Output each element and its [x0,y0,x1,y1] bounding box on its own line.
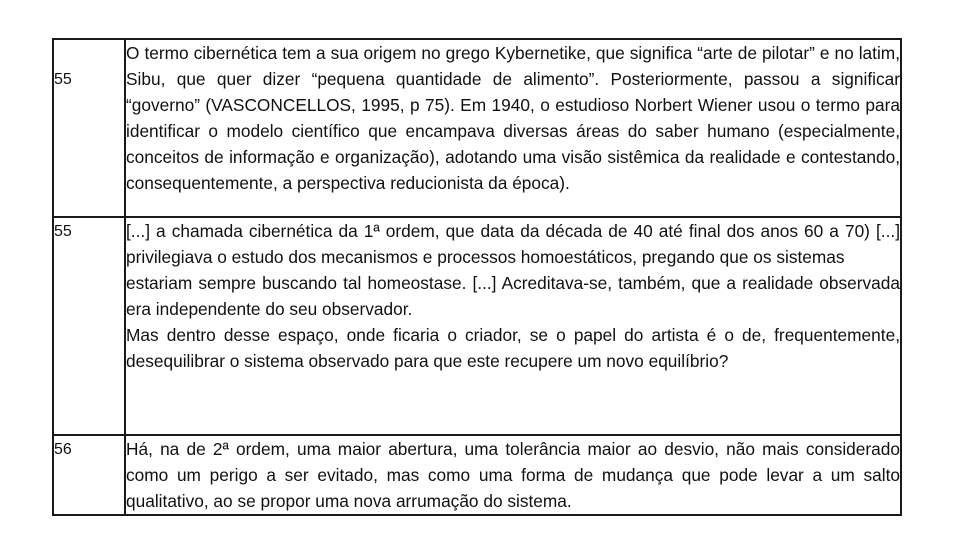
quote-table [52,38,902,516]
quote-paragraph: O termo cibernética tem a sua origem no grego Kybernetike, que significa “arte de pilotar” e no latim, Sibu, que quer dizer “pequena quantidade de alimento”. Posteriormente, passou a significar “governo” (VASCONCELLOS, 1995, p 75). Em 1940, o estudioso Norbert Wiener usou o termo para identificar o modelo científico que encampava diversas áreas do saber humano (especialmente, conceitos de informação e organização), adotando uma visão sistêmica da realidade e contestando, consequentemente, a perspectiva reducionista da época). [126,43,900,193]
table-row [53,435,901,515]
quote-paragraph: [...] a chamada cibernética da 1ª ordem, que data da década de 40 até final dos anos 60 a 70) [...] privilegiava o estudo dos mecanismos e processos homoestáticos, pregando que os sistemas [126,221,900,267]
quote-text-cell [125,217,901,435]
page-number-cell [53,217,125,435]
table-row [53,39,901,217]
quote-paragraph: estariam sempre buscando tal homeostase. [...] Acreditava-se, também, que a realidade observada era independente do seu observador. [126,273,900,319]
quote-paragraph: Há, na de 2ª ordem, uma maior abertura, uma tolerância maior ao desvio, não mais considerado como um perigo a ser evitado, mas como uma forma de mudança que pode levar a um salto qualitativo, ao se propor uma nova arrumação do sistema. [126,439,900,511]
page-number-cell [53,435,125,515]
table-row [53,217,901,435]
quote-text-cell [125,435,901,515]
page-number: 55 [54,223,72,240]
quote-text-cell [125,39,901,217]
quote-paragraph: Mas dentro desse espaço, onde ficaria o criador, se o papel do artista é o de, frequentemente, desequilibrar o sistema observado para que este recupere um novo equilíbrio? [126,325,900,371]
page-number: 56 [54,441,72,458]
page-number-cell [53,39,125,217]
page-number: 55 [54,71,72,88]
